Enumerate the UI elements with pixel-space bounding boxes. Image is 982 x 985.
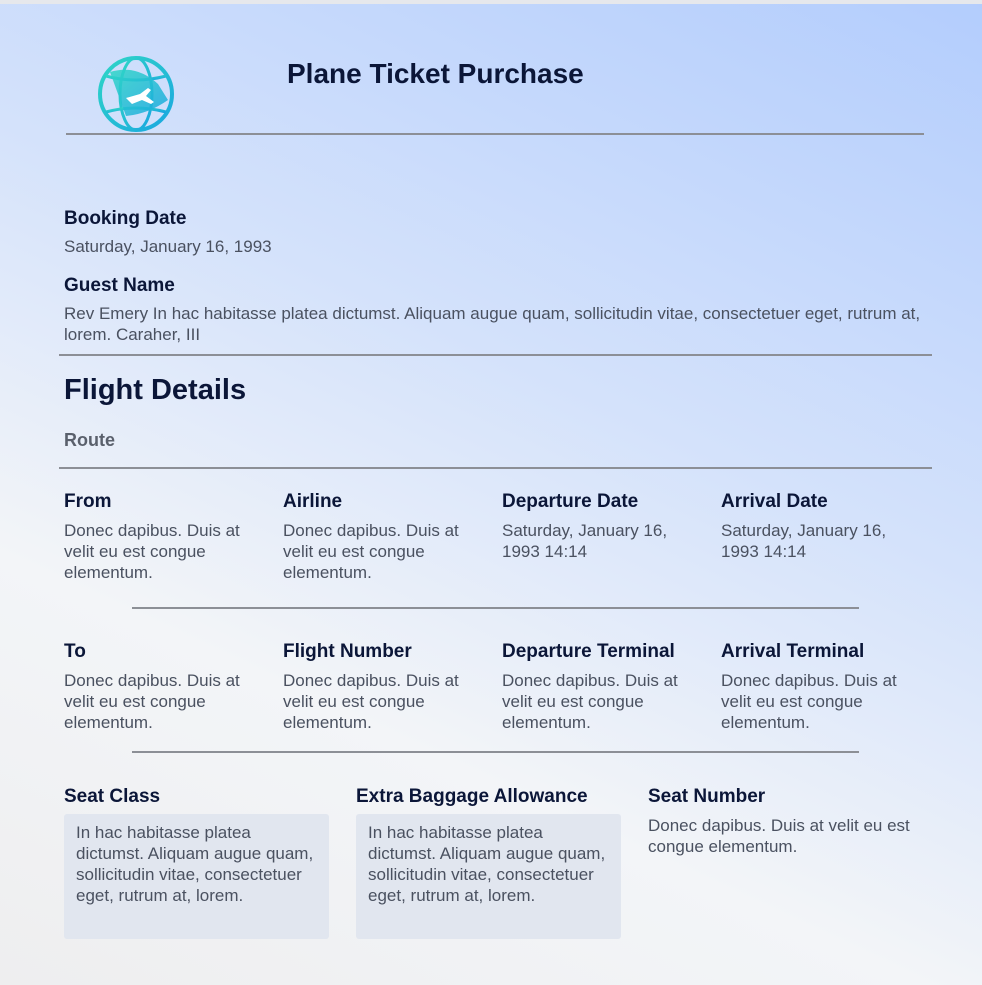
booking-date-value: Saturday, January 16, 1993 (64, 237, 272, 256)
flight-number-label: Flight Number (283, 641, 412, 662)
top-border (0, 0, 982, 4)
arrival-terminal-value: Donec dapibus. Duis at velit eu est congue elementum. (721, 671, 897, 732)
arrival-date-label: Arrival Date (721, 491, 828, 512)
globe-plane-icon (96, 54, 176, 134)
seat-class-label: Seat Class (64, 786, 161, 807)
from-label: From (64, 491, 112, 512)
airline-label: Airline (283, 491, 343, 512)
departure-terminal-label: Departure Terminal (502, 641, 675, 662)
row1-divider (132, 607, 859, 609)
extra-baggage-value: In hac habitasse platea dictumst. Aliquam augue quam, sollicitudin vitae, consectetuer eget, rutrum at, lorem. (356, 814, 621, 939)
guest-name-label: Guest Name (64, 275, 175, 296)
flight-number-value: Donec dapibus. Duis at velit eu est congue elementum. (283, 671, 459, 732)
page-title: Plane Ticket Purchase (287, 58, 584, 89)
guest-name-value: Rev Emery In hac habitasse platea dictumst. Aliquam augue quam, sollicitudin vitae, consectetuer eget, rutrum at, lorem. Caraher, III (64, 304, 921, 344)
booking-date-label: Booking Date (64, 208, 187, 229)
seat-class-value: In hac habitasse platea dictumst. Aliquam augue quam, sollicitudin vitae, consectetuer eget, rutrum at, lorem. (64, 814, 329, 939)
row2-divider (132, 751, 859, 753)
seat-number-label: Seat Number (648, 786, 766, 807)
from-value: Donec dapibus. Duis at velit eu est congue elementum. (64, 521, 240, 582)
booking-divider (59, 354, 932, 356)
airline-value: Donec dapibus. Duis at velit eu est congue elementum. (283, 521, 459, 582)
route-subheading: Route (64, 430, 115, 450)
extra-baggage-label: Extra Baggage Allowance (356, 786, 588, 807)
to-value: Donec dapibus. Duis at velit eu est congue elementum. (64, 671, 240, 732)
seat-number-value: Donec dapibus. Duis at velit eu est congue elementum. (648, 816, 910, 856)
arrival-terminal-label: Arrival Terminal (721, 641, 865, 662)
flight-details-heading: Flight Details (64, 374, 247, 406)
header-divider (66, 133, 924, 135)
arrival-date-value: Saturday, January 16, 1993 14:14 (721, 521, 887, 561)
departure-date-label: Departure Date (502, 491, 639, 512)
departure-terminal-value: Donec dapibus. Duis at velit eu est congue elementum. (502, 671, 678, 732)
departure-date-value: Saturday, January 16, 1993 14:14 (502, 521, 668, 561)
route-divider (59, 467, 932, 469)
to-label: To (64, 641, 86, 662)
